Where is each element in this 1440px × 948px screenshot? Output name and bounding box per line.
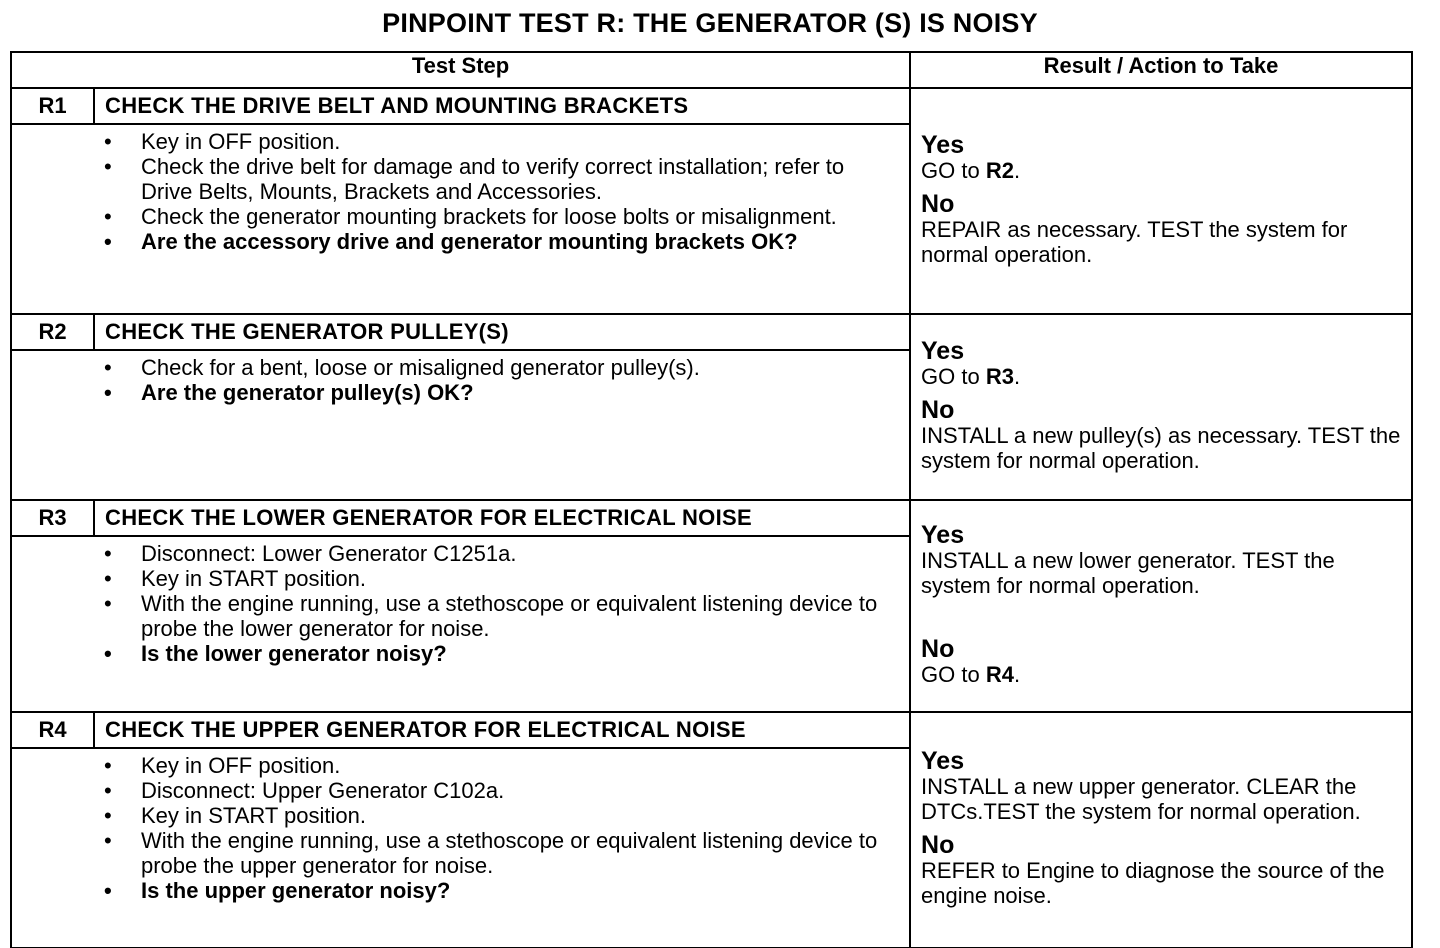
step-id-spacer [11,748,94,948]
step-title-row [11,500,1412,536]
no-action: GO to R4. [921,661,1021,687]
pinpoint-test-table [10,51,1413,948]
no-label: No [921,395,955,424]
list-item: • Disconnect: Lower Generator C1251a. [104,541,517,567]
list-item-question: • Are the generator pulley(s) OK? [104,380,474,406]
list-item: • Disconnect: Upper Generator C102a. [104,778,505,804]
step-id-spacer [11,124,94,314]
list-item: • Key in OFF position. [104,753,341,779]
yes-action: INSTALL a new upper generator. CLEAR the DTCs.TEST the system for normal operation. [921,774,1361,824]
yes-label: Yes [921,520,965,549]
step-id: R3 [11,500,94,536]
step-title-row [11,314,1412,350]
step-procedure [94,350,910,500]
step-id: R2 [11,314,94,350]
yes-action: GO to R3. [921,363,1021,389]
list-item: • With the engine running, use a stethoscope or equivalent listening device to probe the lower generator for noise. [104,591,878,642]
no-label: No [921,189,955,218]
list-item: • Key in START position. [104,803,366,829]
yes-label: Yes [921,336,965,365]
list-item: • Check the drive belt for damage and to verify correct installation; refer to Drive Belts, Mounts, Brackets and Accessories. [104,154,845,205]
list-item-question: • Is the upper generator noisy? [104,878,451,904]
no-label: No [921,831,955,859]
list-item-question: • Is the lower generator noisy? [104,641,447,667]
step-result [910,500,1412,712]
yes-action: GO to R2. [921,157,1021,183]
list-item: • Key in OFF position. [104,129,341,155]
test-step-header: Test Step [11,52,910,88]
step-result [910,314,1412,500]
step-procedure [94,748,910,948]
list-item: • With the engine running, use a stethoscope or equivalent listening device to probe the upper generator for noise. [104,828,878,879]
step-name: CHECK THE GENERATOR PULLEY(S) [94,314,910,350]
table-header-row [11,52,1412,88]
step-name: CHECK THE UPPER GENERATOR FOR ELECTRICAL NOISE [94,712,910,748]
yes-label: Yes [921,747,965,775]
step-result [910,88,1412,314]
result-header: Result / Action to Take [910,52,1412,88]
no-action: REPAIR as necessary. TEST the system for normal operation. [921,216,1348,267]
page-title: PINPOINT TEST R: THE GENERATOR (S) IS NOISY [382,8,1038,38]
step-id: R4 [11,712,94,748]
list-item-question: • Are the accessory drive and generator mounting brackets OK? [104,229,798,255]
step-title-row [11,88,1412,124]
yes-action: INSTALL a new lower generator. TEST the system for normal operation. [921,547,1335,598]
no-label: No [921,634,955,663]
step-name: CHECK THE LOWER GENERATOR FOR ELECTRICAL NOISE [94,500,910,536]
step-id-spacer [11,536,94,712]
step-title-row [11,712,1412,748]
step-result [910,712,1412,948]
yes-label: Yes [921,130,965,159]
step-procedure [94,536,910,712]
step-procedure [94,124,910,314]
no-action: REFER to Engine to diagnose the source of the engine noise. [921,858,1385,908]
step-id: R1 [11,88,94,124]
list-item: • Key in START position. [104,566,366,592]
step-name: CHECK THE DRIVE BELT AND MOUNTING BRACKETS [94,88,910,124]
list-item: • Check the generator mounting brackets for loose bolts or misalignment. [104,204,837,230]
list-item: • Check for a bent, loose or misaligned generator pulley(s). [104,355,700,381]
no-action: INSTALL a new pulley(s) as necessary. TEST the system for normal operation. [921,422,1401,473]
step-id-spacer [11,350,94,500]
